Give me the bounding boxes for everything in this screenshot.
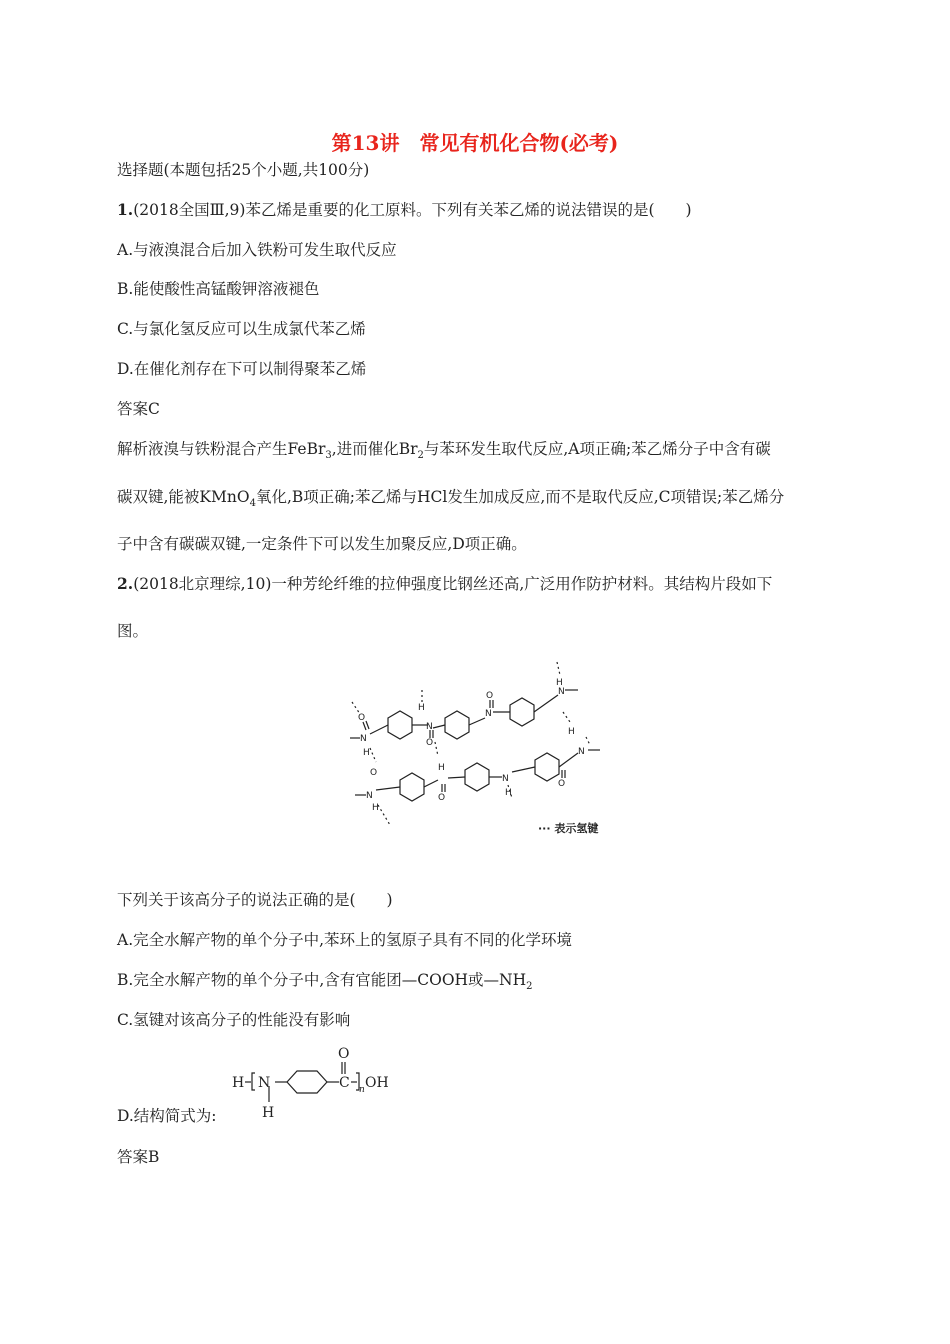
question-1-answer: 答案C — [117, 400, 160, 418]
formula-n-atom: N — [258, 1075, 271, 1091]
section-intro: 选择题(本题包括25个小题,共100分) — [117, 161, 370, 179]
option-d-structural-formula — [225, 1040, 425, 1125]
svg-text:H: H — [372, 803, 379, 813]
svg-text:O: O — [438, 793, 446, 803]
svg-text:O: O — [358, 713, 366, 723]
question-2-option-b — [117, 970, 533, 997]
option-text: B.完全水解产物的单个分子中,含有官能团—COOH或—NH — [117, 971, 527, 989]
question-2-text: (2018北京理综,10)一种芳纶纤维的拉伸强度比钢丝还高,广泛用作防护材料。其结构片段如下 — [133, 575, 773, 593]
analysis-text: 与苯环发生取代反应,A项正确;苯乙烯分子中含有碳 — [423, 440, 771, 458]
formula-o-top: O — [338, 1046, 350, 1062]
analysis-text: 解析液溴与铁粉混合产生FeBr — [117, 440, 326, 458]
question-2-stem-line-1 — [117, 574, 772, 594]
question-1-option-d: D.在催化剂存在下可以制得聚苯乙烯 — [117, 360, 367, 378]
analysis-text: ,进而催化Br — [331, 440, 418, 458]
subscript: 2 — [417, 450, 424, 462]
question-1-stem — [117, 200, 692, 220]
subscript: 2 — [526, 981, 533, 993]
svg-text:O: O — [370, 768, 378, 778]
analysis-text: 碳双键,能被KMnO — [117, 488, 250, 506]
question-1-analysis-line-3: 子中含有碳碳双键,一定条件下可以发生加聚反应,D项正确。 — [117, 535, 527, 553]
question-2-answer: 答案B — [117, 1148, 160, 1166]
formula-h-left: H — [232, 1075, 245, 1091]
question-1-analysis-line-2 — [117, 487, 784, 514]
svg-text:N: N — [366, 791, 373, 801]
svg-text:H: H — [505, 788, 512, 798]
svg-text:H: H — [363, 748, 370, 758]
svg-text:H: H — [568, 727, 575, 737]
subscript: 3 — [325, 450, 332, 462]
question-2-question: 下列关于该高分子的说法正确的是( ) — [117, 891, 393, 909]
question-2-option-c: C.氢键对该高分子的性能没有影响 — [117, 1011, 351, 1029]
question-2-option-a: A.完全水解产物的单个分子中,苯环上的氢原子具有不同的化学环境 — [117, 931, 573, 949]
formula-n-subscript: n — [359, 1085, 365, 1095]
svg-text:H: H — [438, 763, 445, 773]
page-title: 第13讲 常见有机化合物(必考) — [331, 131, 619, 155]
analysis-text: 氧化,B项正确;苯乙烯与HCl发生加成反应,而不是取代反应,C项错误;苯乙烯分 — [255, 488, 785, 506]
svg-text:O: O — [558, 779, 566, 789]
formula-h-bottom: H — [262, 1105, 275, 1121]
svg-text:O: O — [486, 691, 494, 701]
question-2-option-d: D.结构简式为: — [117, 1107, 217, 1125]
svg-text:N: N — [485, 709, 492, 719]
question-1-option-b: B.能使酸性高锰酸钾溶液褪色 — [117, 280, 320, 298]
hydrogen-bond-legend: ··· 表示氢键 — [538, 822, 599, 835]
question-2-number: 2. — [117, 574, 134, 593]
subscript: 4 — [249, 498, 256, 510]
svg-text:O: O — [426, 738, 434, 748]
aramid-structure-figure — [330, 650, 630, 840]
svg-text:N: N — [578, 747, 585, 757]
svg-text:N: N — [360, 734, 367, 744]
question-2-stem-line-2: 图。 — [117, 622, 149, 640]
formula-c-atom: C — [339, 1075, 350, 1091]
question-1-text: (2018全国Ⅲ,9)苯乙烯是重要的化工原料。下列有关苯乙烯的说法错误的是( ) — [133, 201, 692, 219]
svg-text:N: N — [426, 722, 433, 732]
svg-text:H: H — [556, 678, 563, 688]
question-1-option-a: A.与液溴混合后加入铁粉可发生取代反应 — [117, 241, 397, 259]
svg-text:N: N — [558, 687, 565, 697]
formula-oh: OH — [365, 1075, 389, 1091]
question-1-number: 1. — [117, 200, 134, 219]
question-1-analysis-line-1 — [117, 439, 771, 466]
svg-text:N: N — [502, 774, 509, 784]
question-1-option-c: C.与氯化氢反应可以生成氯代苯乙烯 — [117, 320, 366, 338]
svg-text:H: H — [418, 703, 425, 713]
